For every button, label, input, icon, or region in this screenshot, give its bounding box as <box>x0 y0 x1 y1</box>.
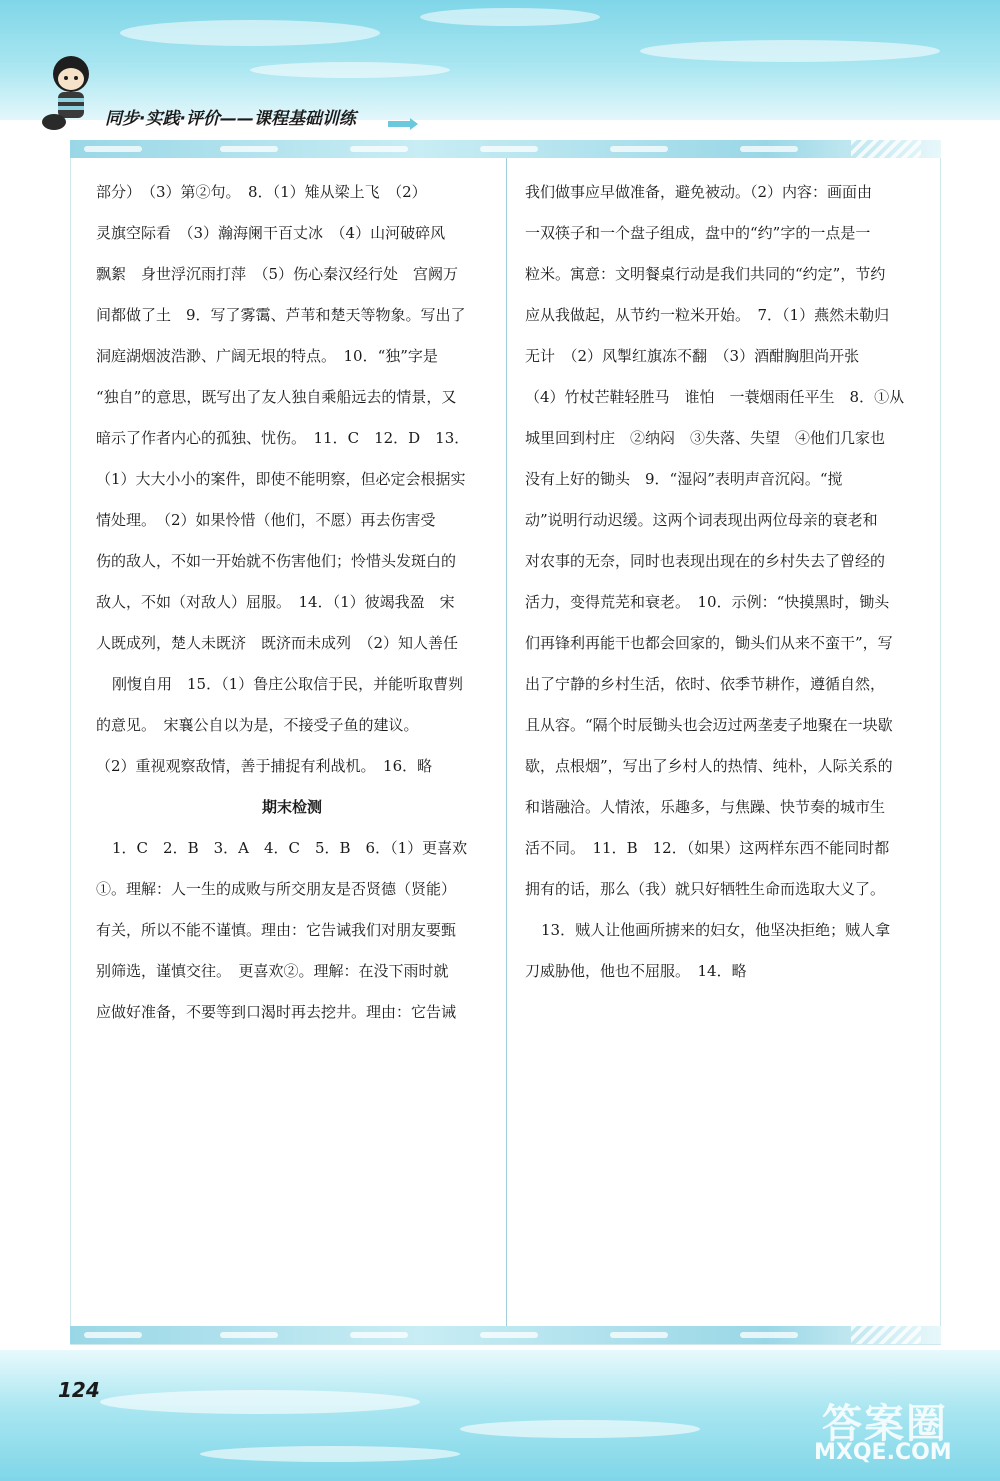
page-number: 124 <box>58 1378 100 1402</box>
text-line: 人既成列，楚人未既济 既济而未成列 （2）知人善任 <box>96 634 459 652</box>
bottom-strip <box>70 1326 941 1344</box>
text-line: 别筛选，谨慎交往。 更喜欢②。理解：在没下雨时就 <box>96 962 449 980</box>
title-arrow-icon <box>388 118 418 130</box>
text-line: 一双筷子和一个盘子组成，盘中的“约”字的一点是一 <box>525 224 871 242</box>
text-line: 间都做了土 9．写了雾霭、芦苇和楚天等物象。写出了 <box>96 306 466 324</box>
text-line: 暗示了作者内心的孤独、忧伤。 11．C 12．D 13． <box>96 429 470 447</box>
column-divider <box>506 158 507 1326</box>
text-line: 对农事的无奈，同时也表现出现在的乡村失去了曾经的 <box>525 552 886 570</box>
text-line: （2）重视观察敌情，善于捕捉有利战机。 16．略 <box>96 757 433 775</box>
mascot-icon <box>40 52 102 132</box>
watermark-url: MXQE.COM <box>814 1440 952 1465</box>
text-line: 1．C 2．B 3．A 4．C 5．B 6．（1）更喜欢 <box>112 839 468 857</box>
top-decorative-band <box>0 0 1000 120</box>
text-line: 动”说明行动迟缓。这两个词表现出两位母亲的衰老和 <box>525 511 878 529</box>
text-line: ①。理解：人一生的成败与所交朋友是否贤德（贤能） <box>96 880 457 898</box>
text-line: 刀威胁他，他也不屈服。 14．略 <box>525 962 747 980</box>
right-column <box>525 172 917 992</box>
text-line: 洞庭湖烟波浩渺、广阔无垠的特点。 10．“独”字是 <box>96 347 438 365</box>
text-line: 且从容。“隔个时辰锄头也会迈过两垄麦子地聚在一块歇 <box>525 716 893 734</box>
top-strip <box>70 140 941 158</box>
text-line: 应从我做起，从节约一粒米开始。 7．（1）燕然未勒归 <box>525 306 890 324</box>
text-line: 飘絮 身世浮沉雨打萍 （5）伤心秦汉经行处 宫阙万 <box>96 265 459 283</box>
text-line: 没有上好的锄头 9．“湿闷”表明声音沉闷。“搅 <box>525 470 843 488</box>
series-title: 同步·实践·评价——课程基础训练 <box>105 109 356 129</box>
text-line: 有关，所以不能不谨慎。理由：它告诫我们对朋友要甄 <box>96 921 457 939</box>
watermark-logo <box>812 1392 982 1472</box>
text-line: 歇，点根烟”，写出了乡村人的热情、纯朴，人际关系的 <box>525 757 893 775</box>
text-line: 刚愎自用 15．（1）鲁庄公取信于民，并能听取曹刿 <box>112 675 464 693</box>
text-line: 城里回到村庄 ②纳闷 ③失落、失望 ④他们几家也 <box>525 429 886 447</box>
text-line: 伤的敌人，不如一开始就不伤害他们；怜惜头发斑白的 <box>96 552 457 570</box>
text-line: 拥有的话，那么（我）就只好牺牲生命而选取大义了。 <box>525 880 886 898</box>
watermark-main: 答案圈 <box>822 1401 948 1447</box>
text-line: “独自”的意思，既写出了友人独自乘船远去的情景，又 <box>96 388 457 406</box>
text-line: 部分） （3）第②句。 8．（1）雉从梁上飞 （2） <box>96 183 427 201</box>
text-line: 粒米。寓意：文明餐桌行动是我们共同的“约定”，节约 <box>525 265 886 283</box>
text-line: 和谐融洽。人情浓，乐趣多，与焦躁、快节奏的城市生 <box>525 798 886 816</box>
text-line: （1）大大小小的案件，即使不能明察，但必定会根据实 <box>96 470 466 488</box>
text-line: 出了宁静的乡村生活，依时、依季节耕作，遵循自然， <box>525 675 886 693</box>
text-line: 的意见。 宋襄公自以为是，不接受子鱼的建议。 <box>96 716 419 734</box>
text-line: 应做好准备，不要等到口渴时再去挖井。理由：它告诫 <box>96 1003 457 1021</box>
text-line: 无计 （2）风掣红旗冻不翻 （3）酒酣胸胆尚开张 <box>525 347 860 365</box>
text-line: 情处理。 （2）如果怜惜（他们，不愿）再去伤害受 <box>96 511 436 529</box>
text-line: 活力，变得荒芜和衰老。 10．示例：“快摸黑时，锄头 <box>525 593 890 611</box>
section-title: 期末检测 <box>261 798 322 816</box>
text-line: 13．贼人让他画所掳来的妇女，他坚决拒绝；贼人拿 <box>541 921 891 939</box>
text-line: 们再锋利再能干也都会回家的，锄头们从来不蛮干”，写 <box>525 634 893 652</box>
left-column <box>96 172 488 1033</box>
text-line: 敌人，不如（对敌人）屈服。 14．（1）彼竭我盈 宋 <box>96 593 455 611</box>
text-line: （4）竹杖芒鞋轻胜马 谁怕 一蓑烟雨任平生 8．①从 <box>525 388 905 406</box>
text-line: 活不同。 11．B 12．（如果）这两样东西不能同时都 <box>525 839 890 857</box>
text-line: 我们做事应早做准备，避免被动。（2）内容：画面由 <box>525 183 873 201</box>
text-line: 灵旗空际看 （3）瀚海阑干百丈冰 （4）山河破碎风 <box>96 224 446 242</box>
